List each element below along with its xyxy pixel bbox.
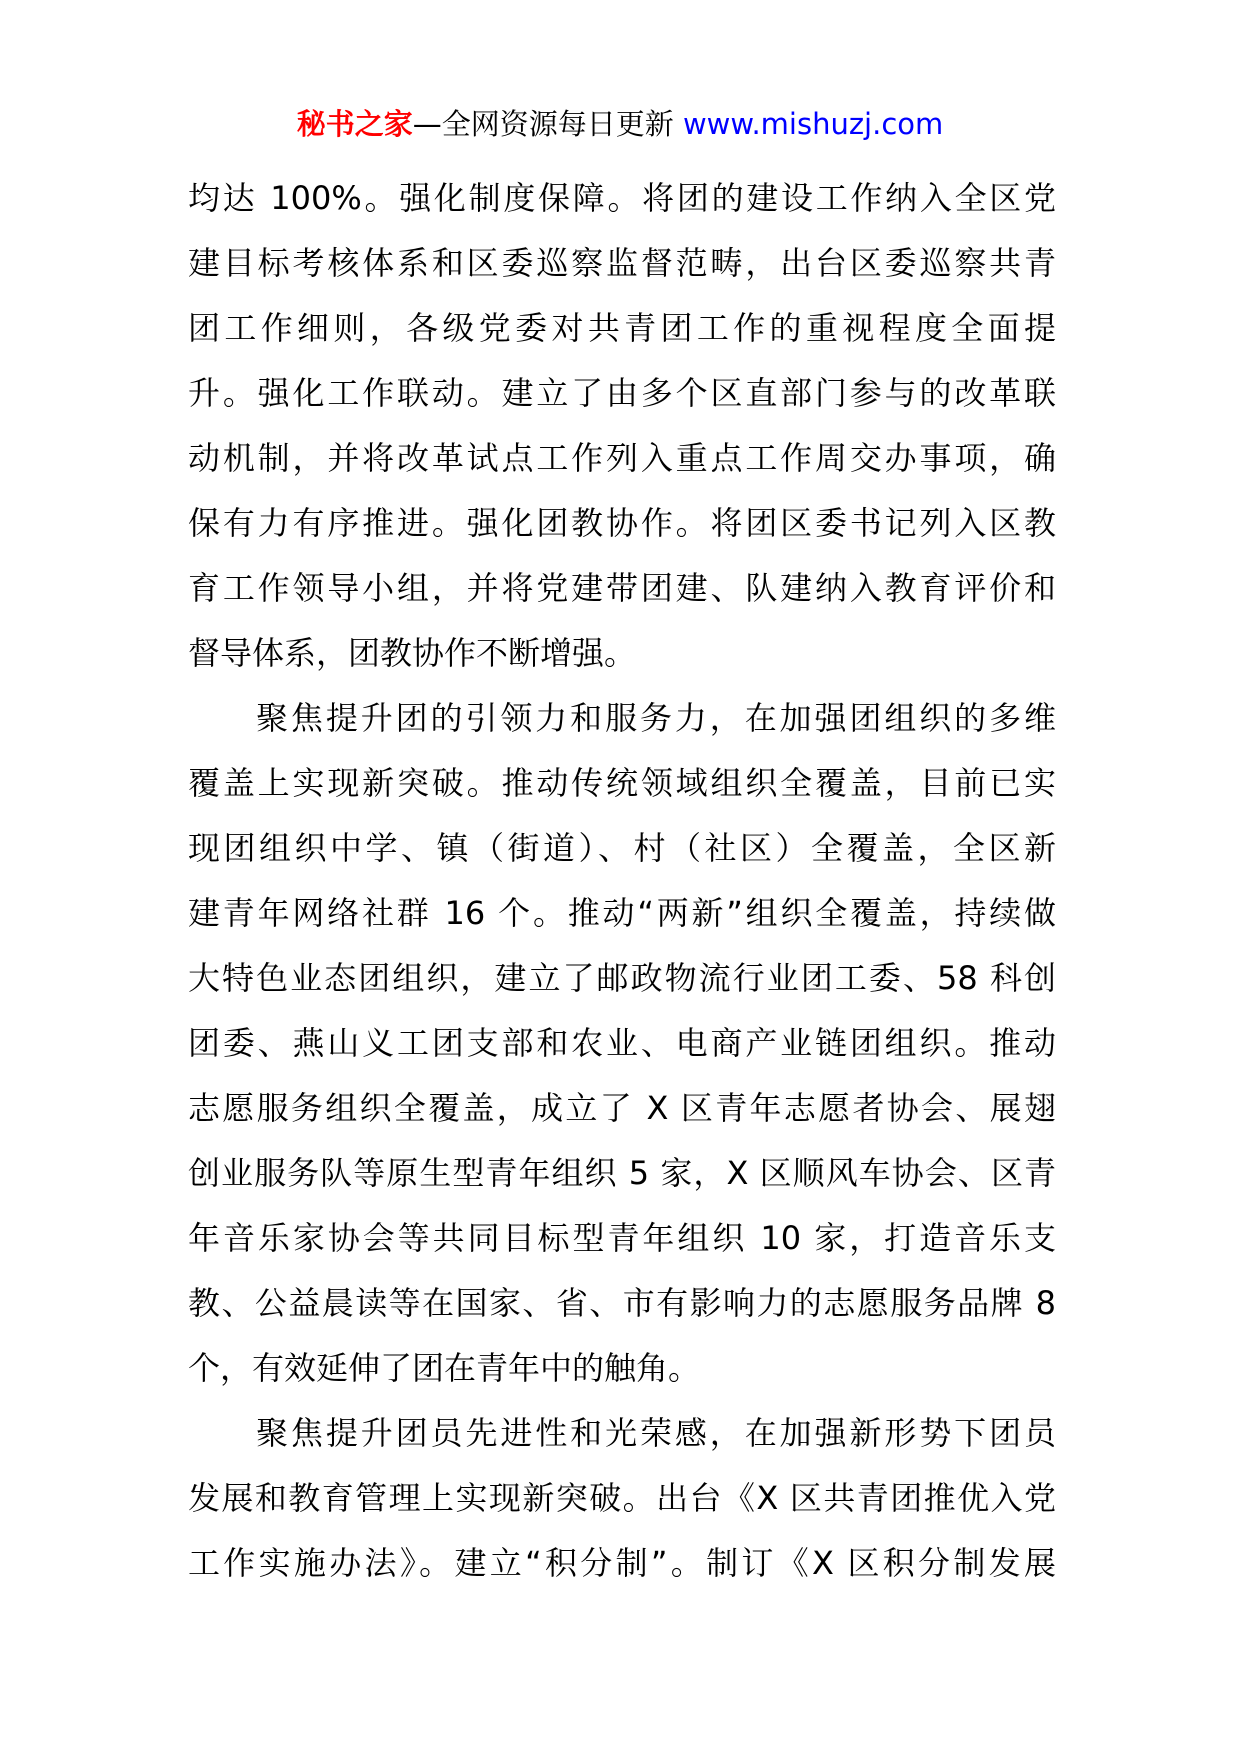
text-line: 督导体系，团教协作不断增强。 xyxy=(188,634,637,672)
text-line: 升。强化工作联动。建立了由多个区直部门参与的改革联 xyxy=(188,374,1056,412)
text-line: 教、公益晨读等在国家、省、市有影响力的志愿服务品牌 8 xyxy=(188,1284,1056,1322)
text-line: 工作实施办法》。建立“积分制”。制订《X 区积分制发展 xyxy=(188,1544,1056,1582)
text-line: 保有力有序推进。强化团教协作。将团区委书记列入区教 xyxy=(188,504,1056,542)
paragraph-first-line: 聚焦提升团的引领力和服务力，在加强团组织的多维 xyxy=(256,699,1056,737)
text-line: 团工作细则，各级党委对共青团工作的重视程度全面提 xyxy=(188,309,1056,347)
text-line: 年音乐家协会等共同目标型青年组织 10 家，打造音乐支 xyxy=(188,1219,1056,1257)
text-line: 均达 100%。强化制度保障。将团的建设工作纳入全区党 xyxy=(188,179,1056,217)
text-line: 覆盖上实现新突破。推动传统领域组织全覆盖，目前已实 xyxy=(188,764,1056,802)
text-line: 创业服务队等原生型青年组织 5 家，X 区顺风车协会、区青 xyxy=(188,1154,1056,1192)
text-line: 育工作领导小组，并将党建带团建、队建纳入教育评价和 xyxy=(188,569,1056,607)
text-line: 建目标考核体系和区委巡察监督范畴，出台区委巡察共青 xyxy=(188,244,1056,282)
site-brand: 秘书之家 xyxy=(296,107,413,141)
text-line: 个，有效延伸了团在青年中的触角。 xyxy=(188,1349,701,1387)
site-tagline: —全网资源每日更新 xyxy=(412,107,683,141)
document-body xyxy=(188,166,1056,1596)
text-line: 志愿服务组织全覆盖，成立了 X 区青年志愿者协会、展翅 xyxy=(188,1089,1056,1127)
site-url-link[interactable]: www.mishuzj.com xyxy=(682,107,944,141)
text-line: 发展和教育管理上实现新突破。出台《X 区共青团推优入党 xyxy=(188,1479,1056,1517)
site-header xyxy=(0,104,1240,144)
text-line: 建青年网络社群 16 个。推动“两新”组织全覆盖，持续做 xyxy=(188,894,1056,932)
text-line: 团委、燕山义工团支部和农业、电商产业链团组织。推动 xyxy=(188,1024,1056,1062)
text-line: 现团组织中学、镇（街道）、村（社区）全覆盖，全区新 xyxy=(188,829,1056,867)
paragraph-first-line: 聚焦提升团员先进性和光荣感，在加强新形势下团员 xyxy=(256,1414,1056,1452)
text-line: 大特色业态团组织，建立了邮政物流行业团工委、58 科创 xyxy=(188,959,1056,997)
text-line: 动机制，并将改革试点工作列入重点工作周交办事项，确 xyxy=(188,439,1056,477)
